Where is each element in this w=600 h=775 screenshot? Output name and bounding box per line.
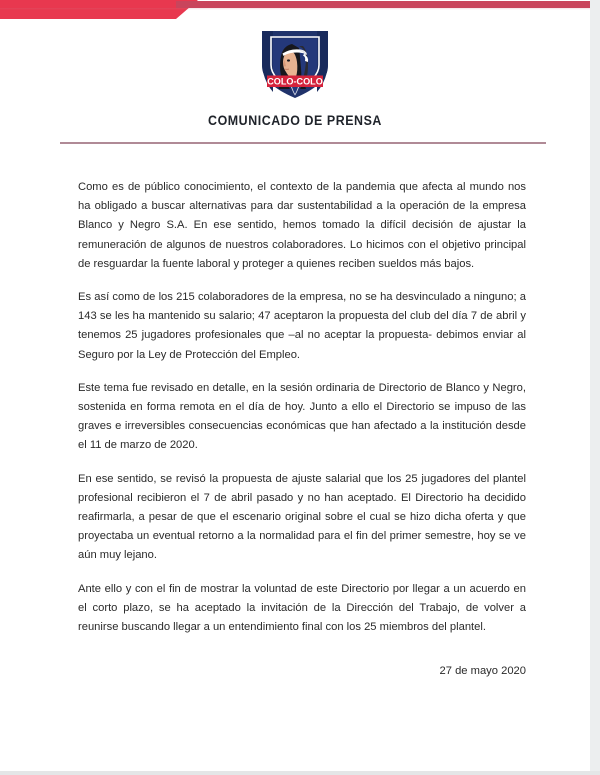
header-banner-thin-segment [176,1,590,8]
paragraph: Este tema fue revisado en detalle, en la sesión ordinaria de Directorio de Blanco y Negro, sostenida en forma remota en el día de hoy. Junto a ello el Directorio se impuso de las graves e irreversibles consecuencias económicas que han afectado a la institución desde el 11 de marzo de 2020. [78,381,526,452]
header-red-banner [0,0,590,22]
page-title: COMUNICADO DE PRENSA [208,113,382,128]
paragraph: Ante ello y con el fin de mostrar la voluntad de este Directorio por llegar a un acuerdo en el corto plazo, se ha aceptado la invitación de la Dirección del Trabajo, de volver a reunirse buscando llegar a un entendimiento final con los 25 miembros del plantel. [78,582,526,634]
paragraph: En ese sentido, se revisó la propuesta de ajuste salarial que los 25 jugadores del plantel profesional recibieron el 7 de abril pasado y no han aceptado. El Directorio ha decidido reafirmarla, a pesar de que el escenario original sobre el cual se hizo dicha oferta y que proyectaba un eventual retorno a la normalidad para el fin del primer semestre, hoy se ve aún muy lejano. [78,472,526,562]
paragraph: Como es de público conocimiento, el contexto de la pandemia que afecta al mundo nos ha obligado a buscar alternativas para dar sustentabilidad a la operación de la empresa Blanco y Negro S.A. En ese sentido, hemos tomado la difícil decisión de ajustar la remuneración de algunos de nuestros colaboradores. Lo hicimos con el objetivo principal de resguardar la fuente laboral y proteger a quienes reciben sueldos más bajos. [78,181,526,270]
document-date: 27 de mayo 2020 [439,665,526,678]
page-edge-bottom [0,771,600,775]
paragraph: Es así como de los 215 colaboradores de la empresa, no se ha desvinculado a ninguno; a 143 se les ha mantenido su salario; 47 aceptaron la propuesta del club del día 7 de abril y tenemos 25 jugadores profesionales que –al no aceptar la propuesta- debimos enviar al Seguro por la Ley de Protección del Empleo. [78,291,526,361]
colo-colo-crest-icon [256,26,334,102]
document-body [78,178,526,681]
header-banner-shadow [0,8,590,10]
title-divider [60,142,546,144]
page-edge-right [590,0,600,775]
crest-wordmark: COLO-COLO [267,76,323,87]
club-crest [0,26,590,102]
